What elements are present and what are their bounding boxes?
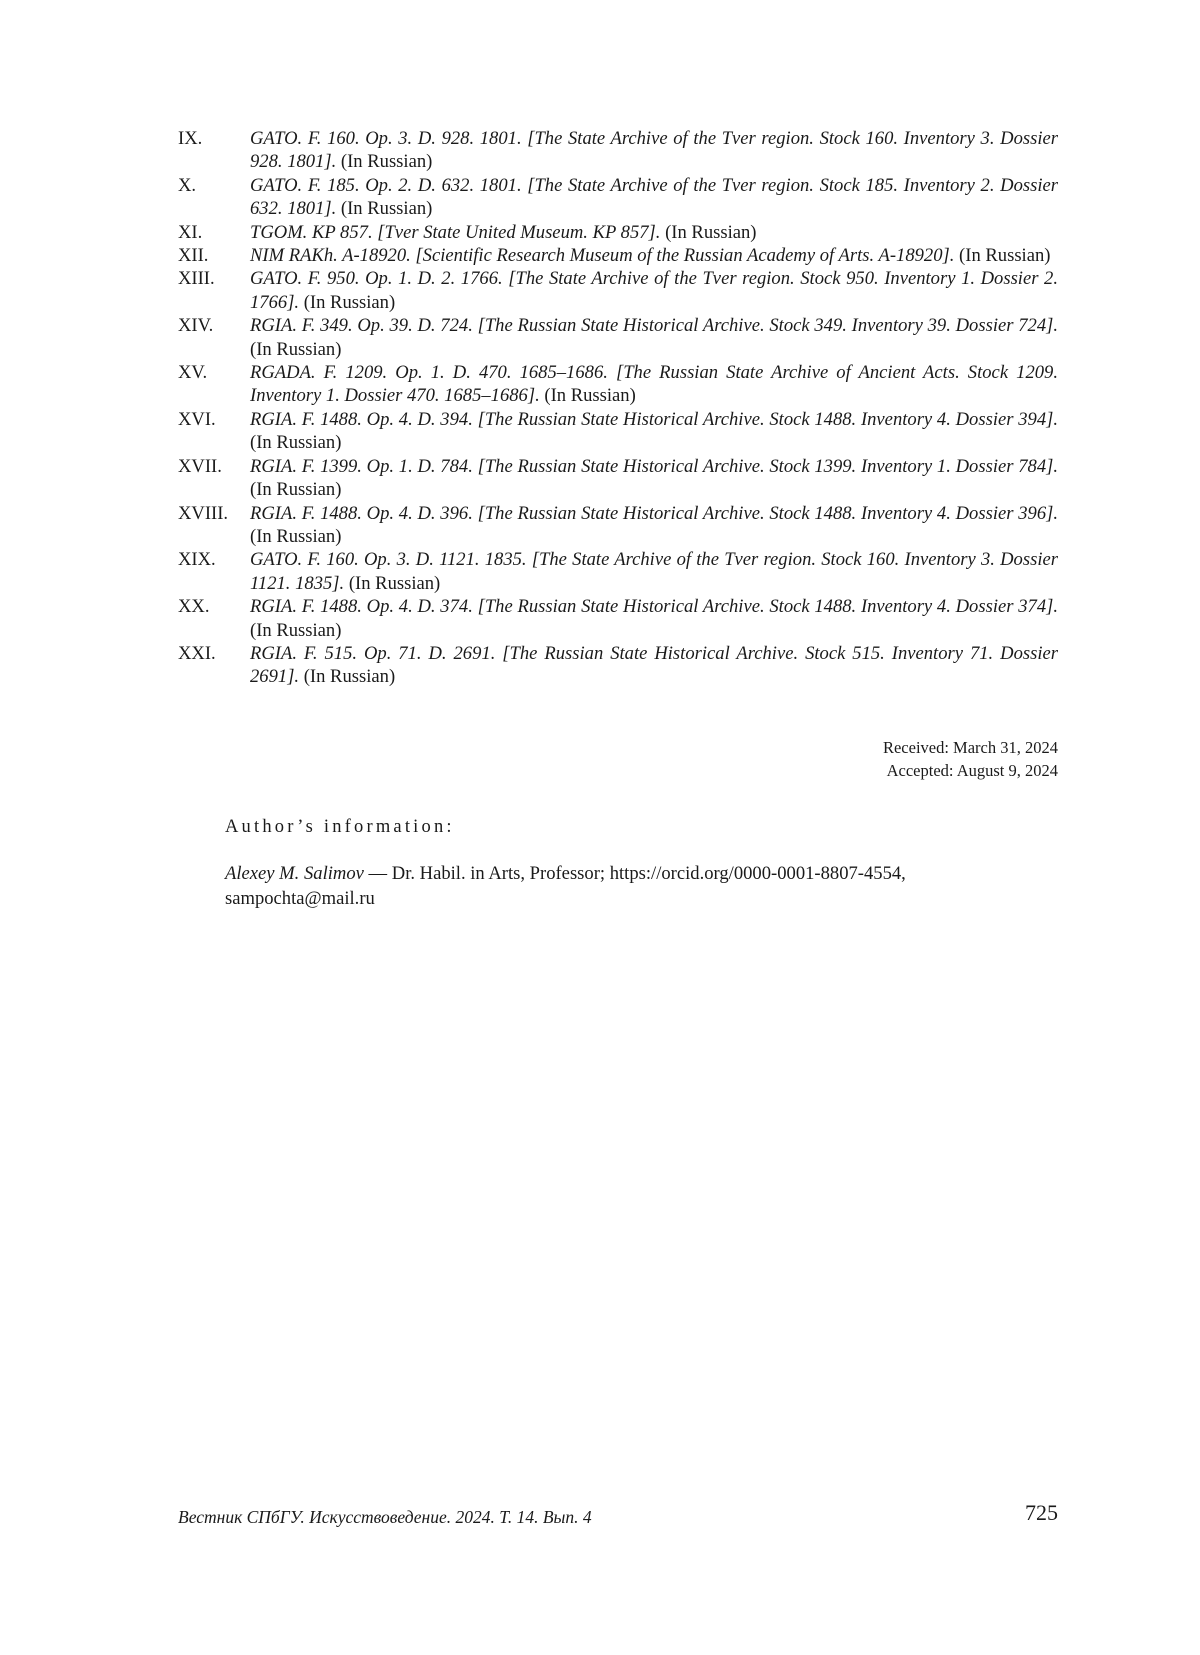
reference-item (178, 408, 1058, 455)
reference-text (250, 174, 1058, 221)
reference-citation: RGIA. F. 349. Op. 39. D. 724. [The Russian State Historical Archive. Stock 349. Inventory 39. Dossier 724]. (250, 315, 1058, 337)
reference-citation: RGADA. F. 1209. Op. 1. D. 470. 1685–1686. [The Russian State Archive of Ancient Acts. Stock 1209. Inventory 1. Dossier 470. 1685–1686]. (250, 362, 1058, 407)
reference-text (250, 127, 1058, 174)
reference-item (178, 595, 1058, 642)
reference-citation: RGIA. F. 1488. Op. 4. D. 374. [The Russian State Historical Archive. Stock 1488. Inventory 4. Dossier 374]. (250, 596, 1058, 618)
reference-citation: GATO. F. 160. Op. 3. D. 928. 1801. [The State Archive of the Tver region. Stock 160. Inventory 3. Dossier 928. 1801]. (250, 128, 1058, 173)
reference-item (178, 127, 1058, 174)
reference-language-note: (In Russian) (250, 432, 342, 454)
reference-number: XVIII. (178, 502, 229, 524)
author-details: — Dr. Habil. in Arts, Professor; https://orcid.org/0000-0001-8807-4554, sampochta@mail.ru (225, 863, 906, 909)
reference-item (178, 221, 1058, 244)
reference-language-note: (In Russian) (250, 525, 342, 547)
reference-number: XI. (178, 221, 203, 243)
reference-text (250, 455, 1058, 502)
footer-journal-title: Вестник СПбГУ. Искусствоведение. 2024. Т. 14. Вып. 4 (178, 1507, 592, 1527)
reference-number: XXI. (178, 642, 216, 664)
author-name: Alexey M. Salimov (225, 863, 364, 884)
reference-number: XIII. (178, 268, 215, 290)
reference-language-note: (In Russian) (250, 338, 342, 360)
reference-item (178, 502, 1058, 549)
reference-item (178, 455, 1058, 502)
reference-text (250, 548, 1058, 595)
reference-number: XIX. (178, 549, 216, 571)
reference-language-note: (In Russian) (660, 221, 757, 243)
reference-language-note: (In Russian) (336, 198, 433, 220)
reference-citation: RGIA. F. 1399. Op. 1. D. 784. [The Russian State Historical Archive. Stock 1399. Inventory 1. Dossier 784]. (250, 455, 1058, 477)
reference-number: XII. (178, 245, 209, 267)
reference-language-note: (In Russian) (954, 245, 1051, 267)
page-number: 725 (1025, 1500, 1058, 1525)
reference-citation: RGIA. F. 1488. Op. 4. D. 396. [The Russian State Historical Archive. Stock 1488. Inventory 4. Dossier 396]. (250, 502, 1058, 524)
reference-number: XV. (178, 362, 208, 384)
reference-text (250, 408, 1058, 455)
reference-citation: TGOM. KP 857. [Tver State United Museum. KP 857]. (250, 221, 661, 243)
reference-item (178, 267, 1058, 314)
author-info (225, 862, 985, 911)
reference-item (178, 174, 1058, 221)
reference-item (178, 361, 1058, 408)
reference-language-note: (In Russian) (299, 666, 396, 688)
received-date: Received: March 31, 2024 (882, 738, 1058, 757)
reference-text (250, 502, 1058, 549)
reference-number: IX. (178, 128, 203, 149)
reference-item (178, 244, 1058, 267)
reference-number: X. (178, 174, 197, 196)
reference-citation: GATO. F. 160. Op. 3. D. 1121. 1835. [The State Archive of the Tver region. Stock 160. Inventory 3. Dossier 1121. 1835]. (250, 549, 1058, 594)
reference-number: XVII. (178, 455, 222, 477)
reference-item (178, 548, 1058, 595)
reference-language-note: (In Russian) (299, 291, 396, 313)
reference-text (250, 314, 1058, 361)
reference-citation: NIM RAKh. A-18920. [Scientific Research Museum of the Russian Academy of Arts. A-18920]. (250, 245, 955, 267)
author-info-heading: Author’s information: (225, 817, 455, 837)
reference-language-note: (In Russian) (336, 151, 433, 173)
reference-text (250, 595, 1058, 642)
accepted-date: Accepted: August 9, 2024 (886, 761, 1058, 780)
reference-item (178, 314, 1058, 361)
reference-text (250, 267, 1058, 314)
reference-text (250, 221, 1058, 244)
reference-language-note: (In Russian) (250, 619, 342, 641)
reference-text (250, 244, 1058, 267)
reference-number: XIV. (178, 315, 214, 337)
reference-citation: RGIA. F. 1488. Op. 4. D. 394. [The Russian State Historical Archive. Stock 1488. Inventory 4. Dossier 394]. (250, 408, 1058, 430)
reference-citation: RGIA. F. 515. Op. 71. D. 2691. [The Russian State Historical Archive. Stock 515. Inventory 71. Dossier 2691]. (250, 642, 1058, 688)
article-dates (883, 736, 1058, 782)
reference-number: XVI. (178, 408, 216, 430)
reference-number: XX. (178, 596, 210, 618)
reference-language-note: (In Russian) (250, 479, 342, 501)
reference-citation: GATO. F. 185. Op. 2. D. 632. 1801. [The State Archive of the Tver region. Stock 185. Inventory 2. Dossier 632. 1801]. (250, 174, 1058, 220)
reference-citation: GATO. F. 950. Op. 1. D. 2. 1766. [The State Archive of the Tver region. Stock 950. Inventory 1. Dossier 2. 1766]. (250, 268, 1058, 313)
reference-language-note: (In Russian) (539, 385, 636, 407)
reference-text (250, 361, 1058, 408)
reference-item (178, 642, 1058, 689)
reference-text (250, 642, 1058, 689)
reference-list (178, 127, 1058, 689)
reference-language-note: (In Russian) (344, 572, 441, 594)
